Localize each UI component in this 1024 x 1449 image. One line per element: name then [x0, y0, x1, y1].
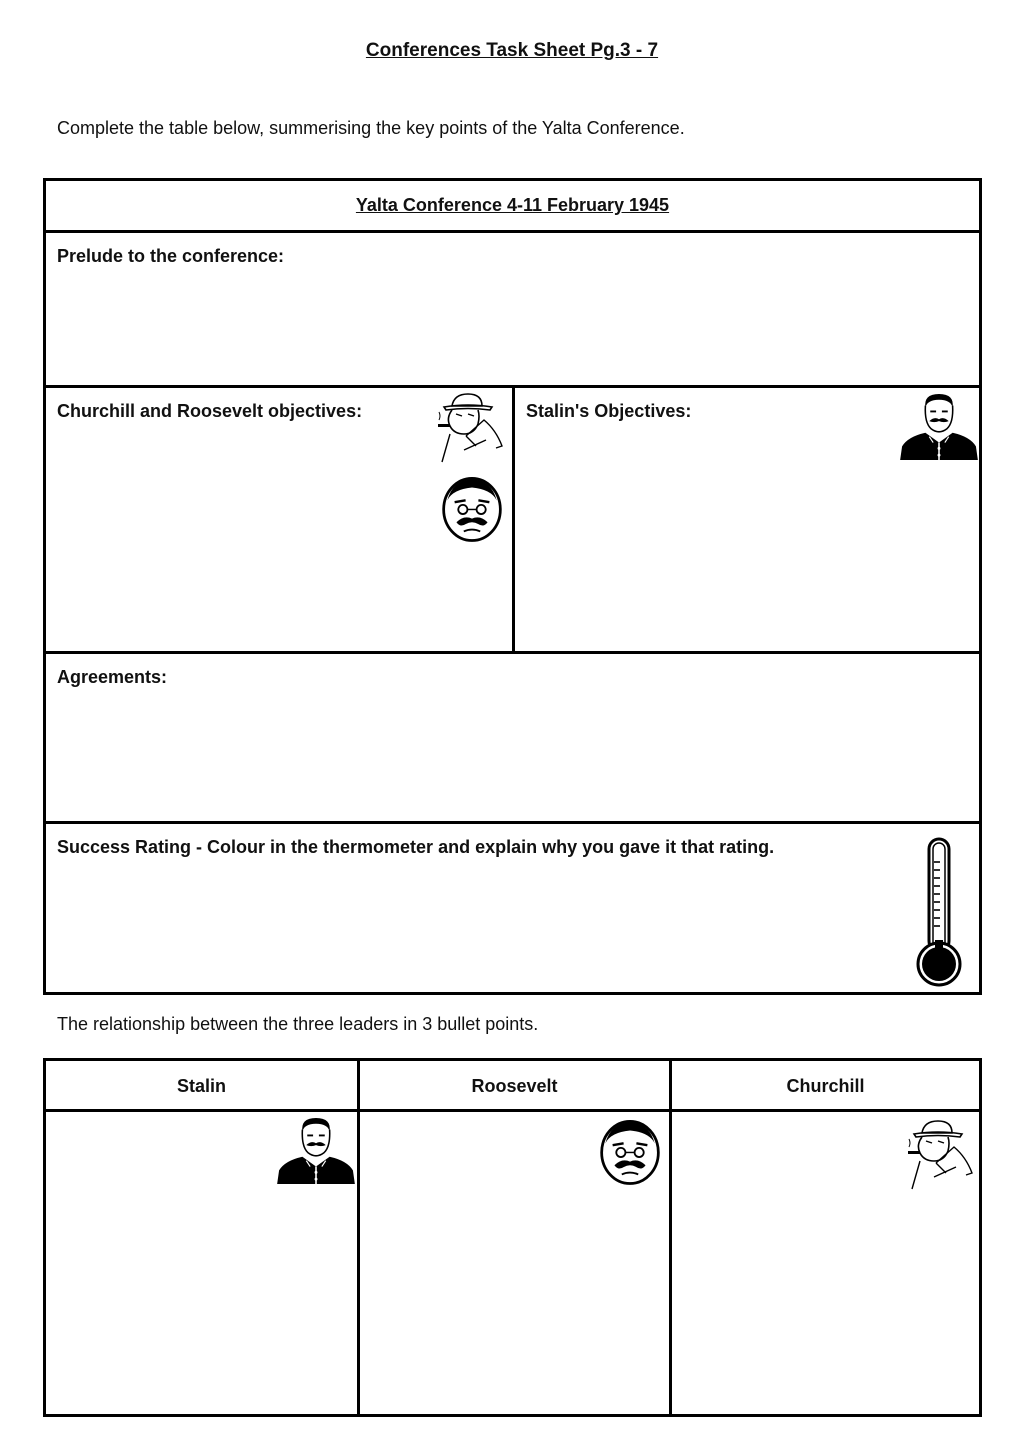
- stalin-notes-cell[interactable]: [46, 1112, 357, 1414]
- stalin-label: Stalin's Objectives:: [526, 401, 692, 421]
- stalin-portrait-icon: [276, 1116, 356, 1184]
- relationship-prompt: The relationship between the three leaders in 3 bullet points.: [57, 1014, 539, 1034]
- roosevelt-portrait-icon: [598, 1116, 662, 1188]
- churchill-roosevelt-cell[interactable]: [46, 388, 511, 651]
- stalin-portrait-icon: [899, 392, 979, 460]
- yalta-table: [43, 178, 982, 995]
- column-header-churchill: Churchill: [786, 1076, 865, 1096]
- success-rating-cell[interactable]: [46, 824, 979, 992]
- prelude-label: Prelude to the conference:: [57, 246, 285, 266]
- roosevelt-notes-cell[interactable]: [360, 1112, 669, 1414]
- column-header-roosevelt: Roosevelt: [471, 1076, 558, 1096]
- churchill-roosevelt-label: Churchill and Roosevelt objectives:: [57, 401, 363, 421]
- instruction-text: Complete the table below, summerising the key points of the Yalta Conference.: [57, 118, 685, 138]
- churchill-portrait-icon: [906, 1117, 976, 1192]
- churchill-portrait-icon: [436, 390, 506, 465]
- page-title: Conferences Task Sheet Pg.3 - 7: [365, 40, 659, 61]
- churchill-notes-cell[interactable]: [672, 1112, 979, 1414]
- prelude-cell[interactable]: [46, 233, 979, 384]
- agreements-cell[interactable]: [46, 654, 979, 821]
- column-header-stalin: Stalin: [176, 1076, 226, 1096]
- stalin-cell[interactable]: [515, 388, 979, 651]
- relationship-table: [43, 1058, 982, 1417]
- yalta-header: Yalta Conference 4-11 February 1945: [355, 195, 670, 215]
- agreements-label: Agreements:: [57, 667, 168, 687]
- thermometer-icon[interactable]: [916, 836, 962, 988]
- roosevelt-portrait-icon: [440, 473, 504, 545]
- success-rating-label: Success Rating - Colour in the thermometer and explain why you gave it that rating.: [57, 837, 775, 857]
